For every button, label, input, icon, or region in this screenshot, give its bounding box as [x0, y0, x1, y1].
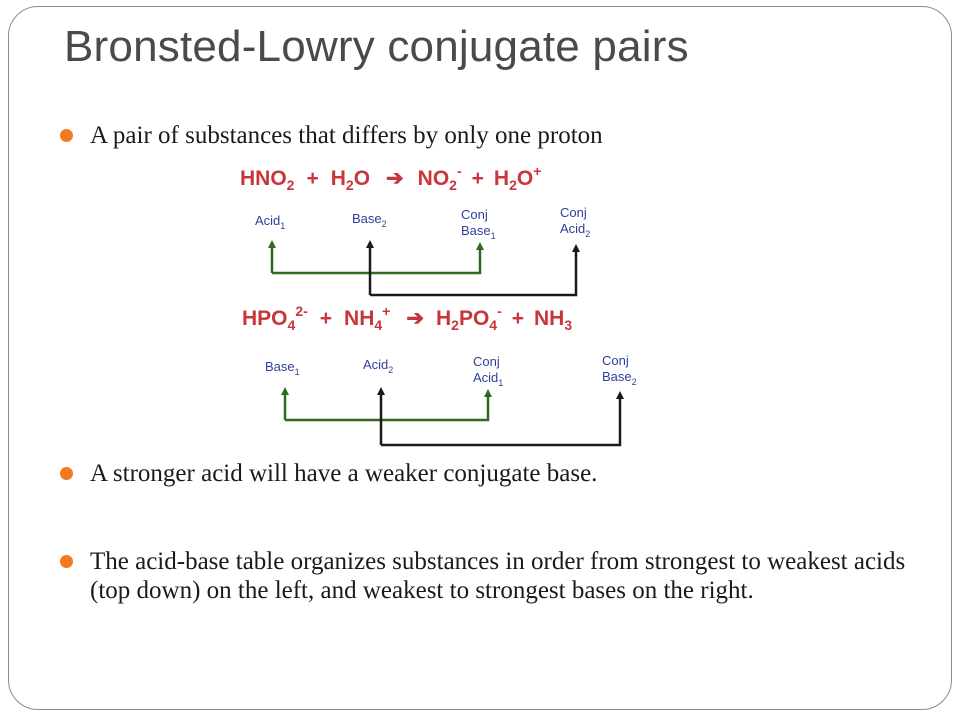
- bullet-item: [90, 121, 930, 150]
- label-conj-base-1: Conj Base$_1$: [461, 207, 496, 241]
- base-pair-arrow-right: [370, 248, 576, 295]
- label-conj-base-2: Conj Base$_2$: [602, 353, 637, 387]
- bullet-dot-icon: [60, 555, 73, 568]
- reaction-1-equation: $HNO_2 + H_2O$ ➔ $NO_2^- + H_2O^+$: [240, 163, 542, 193]
- label-acid-1: Acid$_1$: [255, 213, 286, 231]
- label-conj-acid-2: Conj Acid$_2$: [560, 205, 591, 239]
- bullet-dot-icon: [60, 129, 73, 142]
- label-base-2: Base$_2$: [352, 211, 387, 229]
- bullet-text: A pair of substances that differs by only one proton: [90, 122, 603, 149]
- conjugate-pairs-diagram: [230, 155, 710, 455]
- label-base-1: Base$_1$: [265, 359, 300, 377]
- reaction-2-equation: $HPO_4^{2-} + NH_4^+$ ➔ $H_2PO_4^- + NH_3$: [242, 303, 573, 333]
- label-conj-acid-1: Conj Acid$_1$: [473, 354, 504, 388]
- label-acid-2: Acid$_2$: [363, 357, 394, 375]
- acid-pair-arrow-right: [272, 246, 480, 273]
- bullet-text: A stronger acid will have a weaker conjugate base.: [90, 460, 598, 487]
- bullet-text: The acid-base table organizes substances in order from strongest to weakest acids (top down) on the left, and weakest to strongest bases on the right.: [90, 548, 906, 604]
- acid-pair-arrow-right: [285, 393, 488, 420]
- bullet-dot-icon: [60, 467, 73, 480]
- bullet-item: [90, 547, 920, 605]
- slide-title: Bronsted-Lowry conjugate pairs: [64, 22, 689, 71]
- bullet-item: [90, 459, 930, 488]
